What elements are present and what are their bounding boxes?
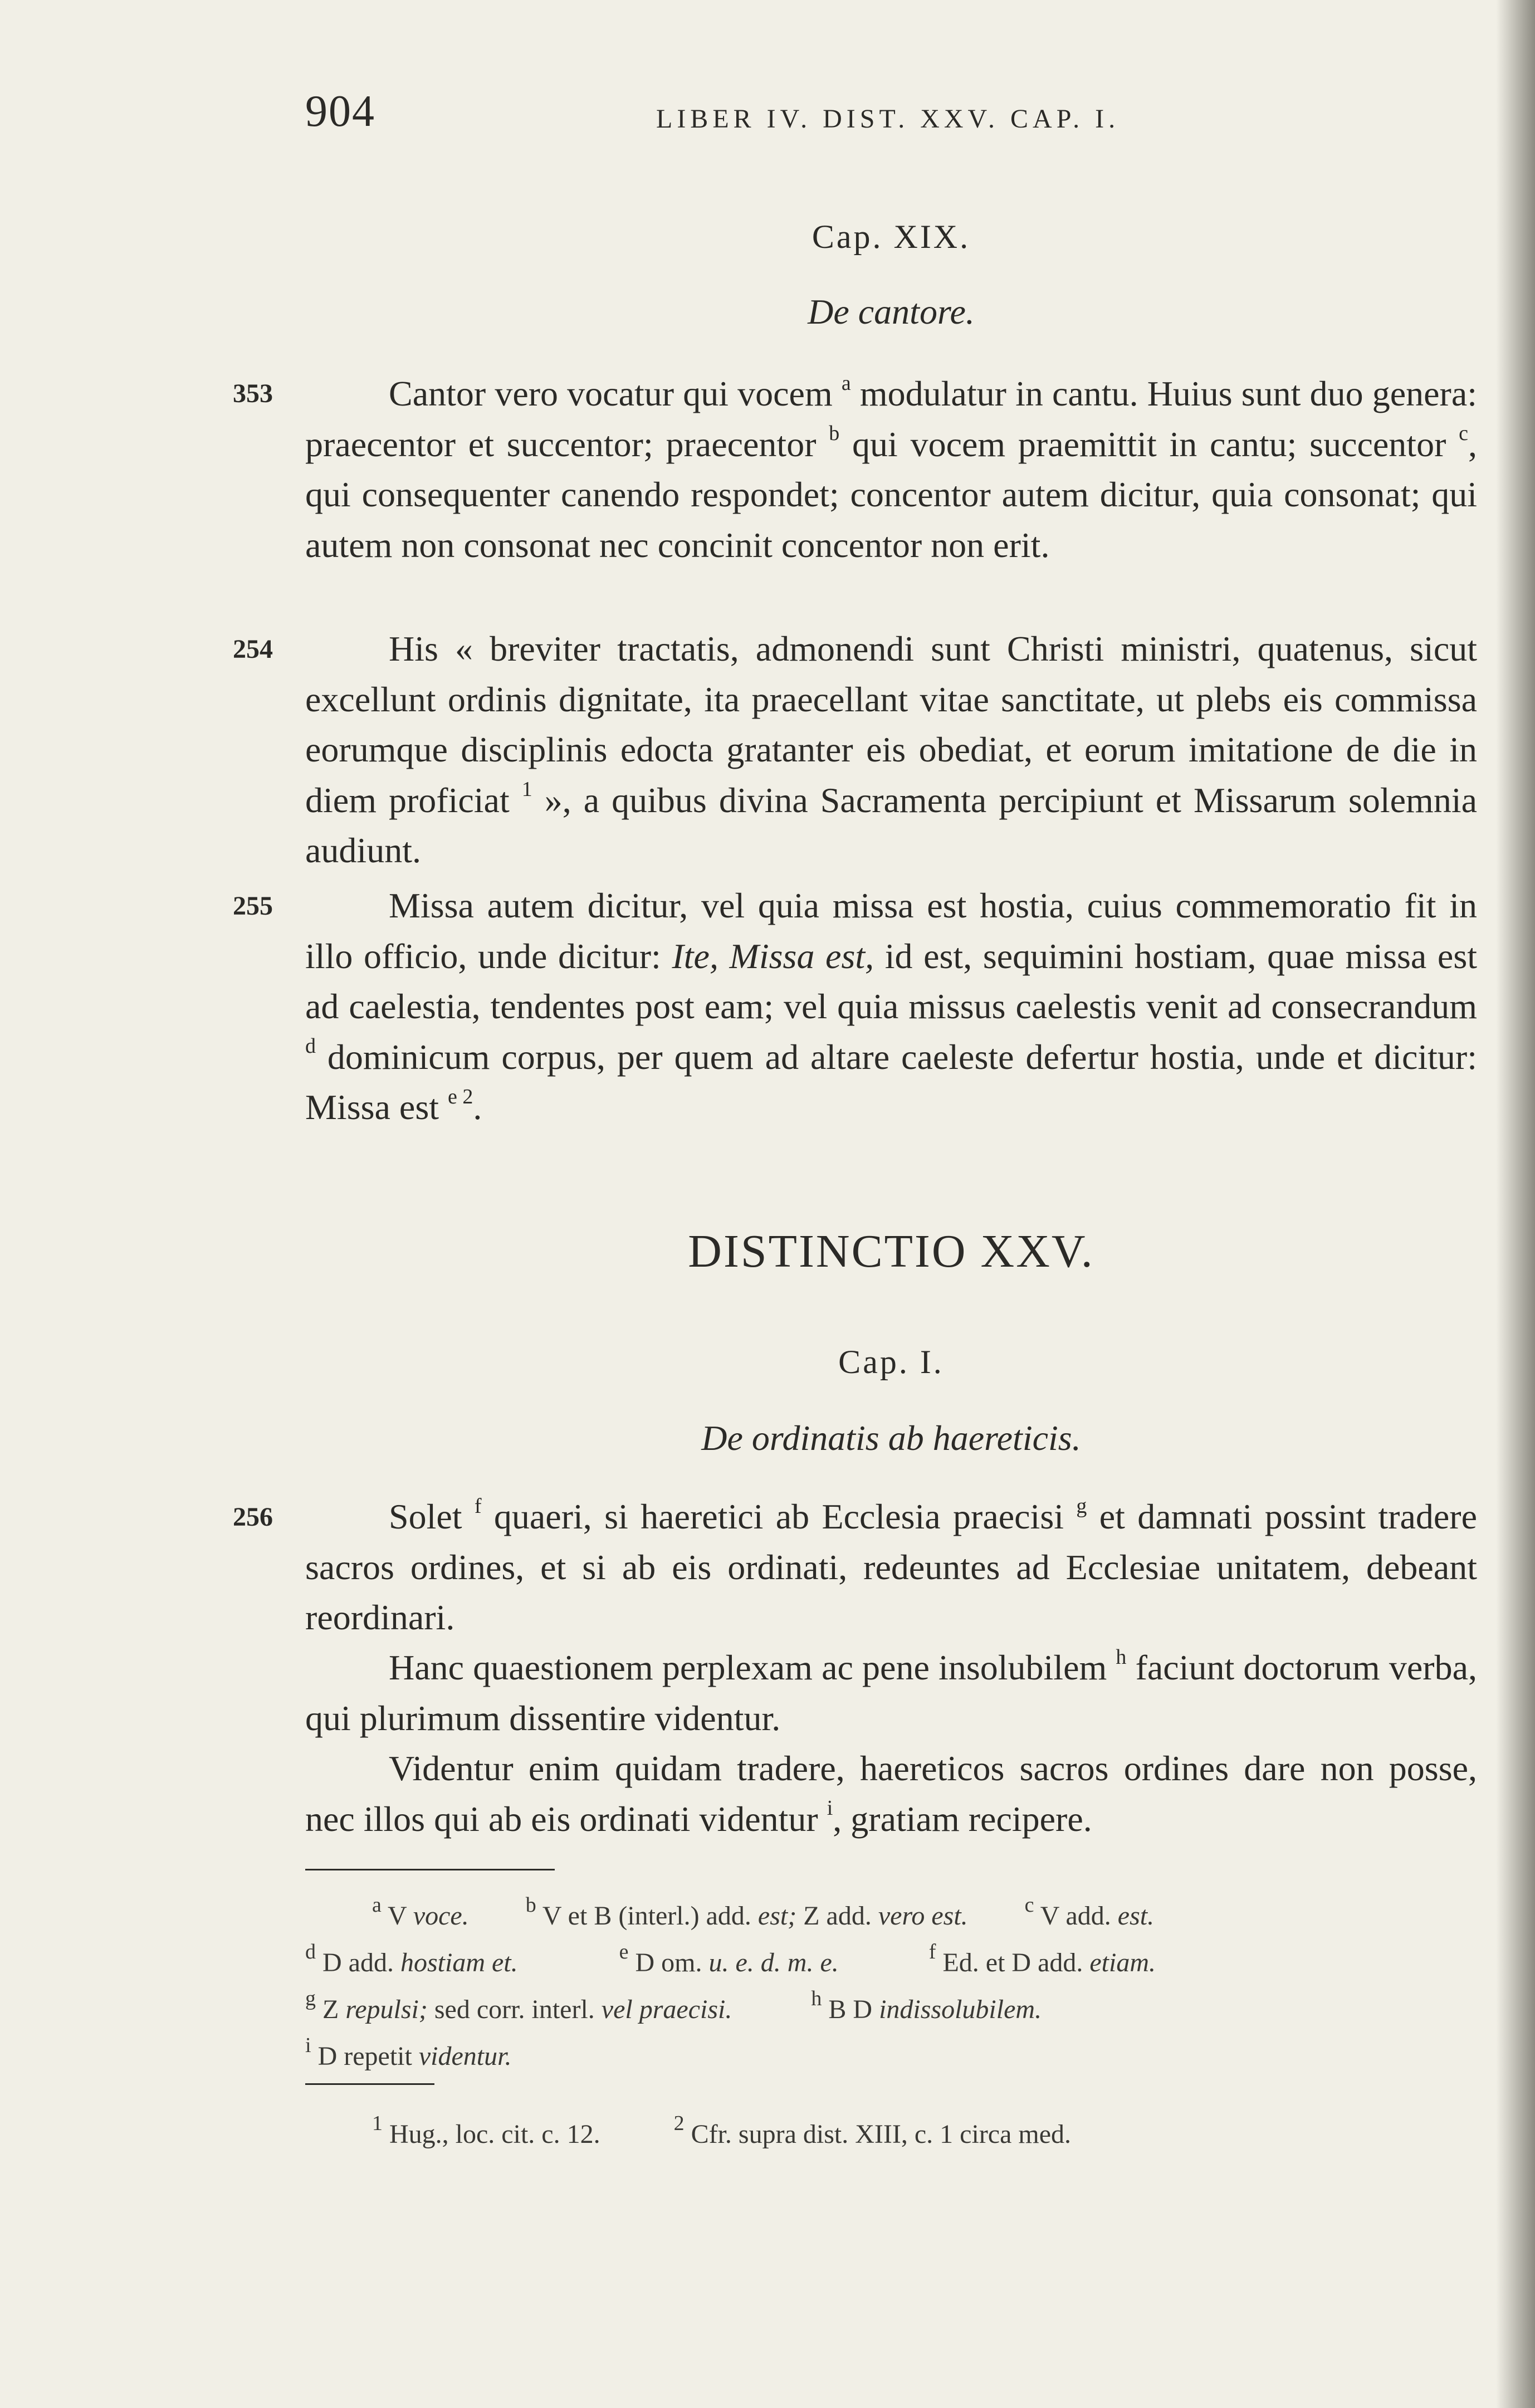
variant-note-b: $^b$ V et B (interl.) add. est; Z add. vero est. [525,1893,968,1931]
variant-mark: g [1076,1494,1087,1518]
variant-mark: f [474,1494,482,1518]
source-note-2: $^2$ Cfr. supra dist. XIII, c. 1 circa med. [673,2112,1072,2149]
paragraph-videntur: Videntur enim quidam tradere, haereticos sacros ordines dare non posse, nec illos qui ab eis ordinati videntur $^i$, gratiam recipere. [305,1748,1477,1839]
variant-note-c: $^c$ V add. est. [1024,1893,1155,1931]
chapter-heading: Cap. XIX. [812,218,971,255]
paragraph-256: Solet $^f$ quaeri, si haeretici ab Ecclesia praecisi $^g$ et damnati possint tradere sacros ordines, et si ab eis ordinati, redeuntes ad Ecclesiae unitatem, debeant reordinari. [305,1494,1478,1637]
running-title: LIBER IV. DIST. XXV. CAP. I. [656,104,1120,134]
variant-apparatus [305,1893,1477,2080]
chapter-title: De ordinatis ab haereticis. [701,1418,1081,1458]
variant-note-h: $^h$ B D indissolubilem. [811,1987,1042,2024]
paragraph-353: Cantor vero vocatur qui vocem $^a$ modulatur in cantu. Huius sunt duo genera: praecentor et succentor; praecentor $^b$ qui vocem praemittit in cantu; succentor $^c$, qui consequenter canendo respondet; concentor autem dicitur, quia consonat; qui autem non consonat nec concinit concentor non erit. [305,371,1478,565]
variant-note-e: $^e$ D om. u. e. d. m. e. [619,1940,839,1977]
footnote-divider [305,2083,434,2085]
variant-note-f: $^f$ Ed. et D add. etiam. [928,1940,1156,1977]
variant-mark: d [305,1034,316,1058]
paragraph-hanc: Hanc quaestionem perplexam ac pene insolubilem $^h$ faciunt doctorum verba, qui plurimum dissentire videntur. [305,1645,1478,1738]
variant-mark: i [827,1796,833,1820]
footnote-divider [305,1869,555,1870]
distinctio-heading: DISTINCTIO XXV. [688,1225,1094,1277]
variant-mark: b [829,422,840,446]
variant-note-d: $^d$ D add. hostiam et. [305,1940,518,1977]
page-edge-shadow [1496,0,1535,2408]
source-note-1: $^1$ Hug., loc. cit. c. 12. [372,2112,600,2149]
paragraph-254: His « breviter tractatis, admonendi sunt Christi ministri, quatenus, sicut excellunt ordinis dignitate, ita praecellant vitae sanctitate, ut plebs eis commissa eorumque disciplinis edocta gratanter eis obediat, et eorum imitatione de die in diem proficiat $^1$ », a quibus divina Sacramenta percipiunt et Missarum solemnia audiunt. [305,629,1478,870]
variant-mark: h [1116,1645,1127,1669]
variant-note-a: $^a$ V voce. [372,1893,469,1931]
paragraph-number: 256 [233,1502,273,1532]
source-note-mark: 1 [521,778,532,802]
variant-mark: c [1459,422,1469,446]
source-notes [305,2111,1477,2158]
paragraph-number: 353 [233,379,273,408]
chapter-heading: Cap. I. [838,1344,944,1380]
variant-note-i: $^i$ D repetit videntur. [305,2034,512,2071]
page-number: 904 [305,87,375,136]
variant-mark: a [841,371,851,395]
variant-mark: e 2 [448,1085,473,1108]
paragraph-number: 255 [233,891,273,921]
paragraph-255: Missa autem dicitur, vel quia missa est hostia, cuius commemoratio fit in illo officio, unde dicitur: Ite, Missa est, id est, sequimini hostiam, quae missa est ad caelestia, tendentes post eam; vel quia missus caelestis venit ad consecrandum $^d$ dominicum corpus, per quem ad altare caeleste defertur hostia, unde et dicitur: Missa est $^{e 2}$. [305,886,1478,1127]
variant-note-g: $^g$ Z repulsi; sed corr. interl. vel praecisi. [305,1987,732,2024]
paragraph-number: 254 [233,634,273,664]
chapter-title: De cantore. [808,292,975,331]
